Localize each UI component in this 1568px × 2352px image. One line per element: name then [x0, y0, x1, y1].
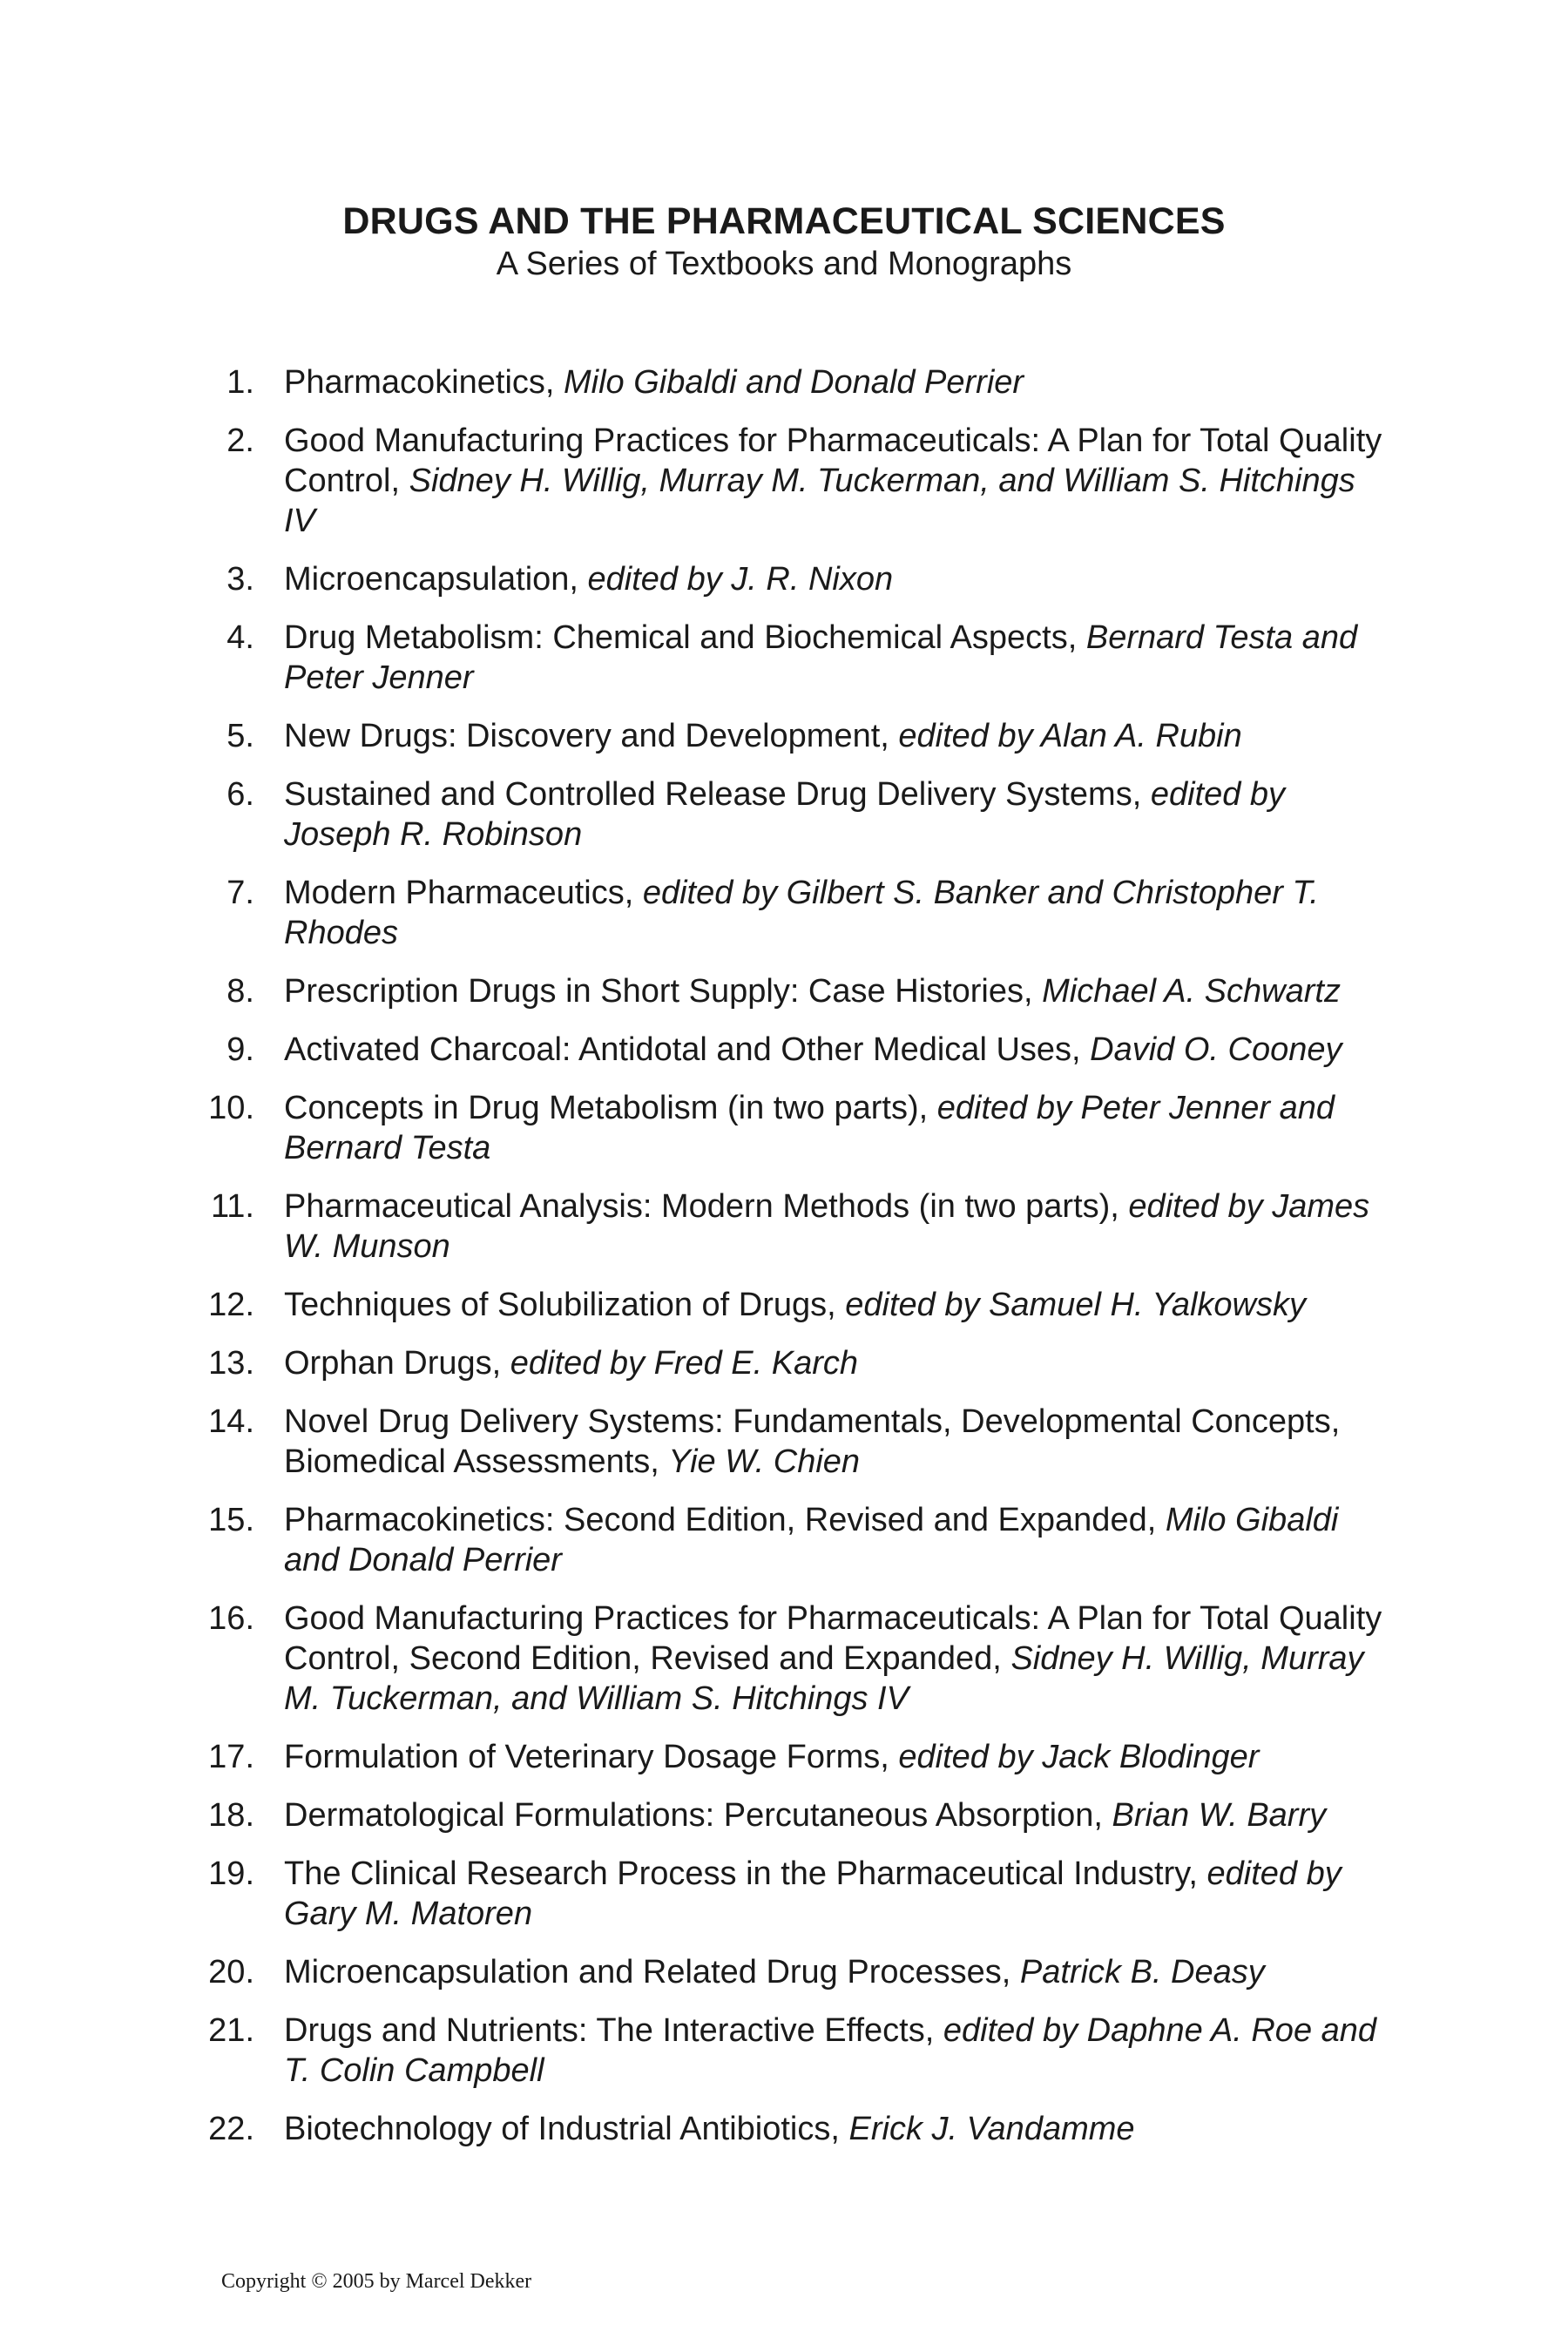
list-item: [0, 1854, 1390, 1934]
book-authors: edited by Fred E. Karch: [510, 1345, 859, 1382]
item-number: 14.: [208, 1403, 254, 1440]
book-authors: edited by Samuel H. Yalkowsky: [845, 1287, 1306, 1323]
item-text: [284, 774, 1390, 855]
item-text: [284, 1795, 1390, 1835]
list-item: [0, 1030, 1390, 1070]
item-number: 22.: [208, 2111, 254, 2147]
series-subtitle: A Series of Textbooks and Monographs: [496, 246, 1072, 282]
item-number: 8.: [226, 973, 254, 1010]
book-title: Sustained and Controlled Release Drug Delivery Systems,: [284, 776, 1151, 813]
item-number: 9.: [226, 1031, 254, 1068]
book-authors: Milo Gibaldi and Donald Perrier: [564, 364, 1024, 401]
book-title: Techniques of Solubilization of Drugs,: [284, 1287, 846, 1323]
book-authors: Yie W. Chien: [668, 1443, 861, 1480]
book-authors: edited by James W. Munson: [284, 1188, 1370, 1265]
book-title: Biotechnology of Industrial Antibiotics,: [284, 2111, 849, 2147]
list-item: [0, 1598, 1390, 1719]
book-title: Drugs and Nutrients: The Interactive Effects,: [284, 2012, 943, 2049]
list-item: [0, 559, 1390, 599]
item-text: [284, 1854, 1390, 1934]
item-text: [284, 1088, 1390, 1168]
item-number: 3.: [226, 561, 254, 598]
series-title: DRUGS AND THE PHARMACEUTICAL SCIENCES: [342, 200, 1226, 242]
list-item: [0, 421, 1390, 541]
book-authors: edited by Gilbert S. Banker and Christopher T. Rhodes: [284, 875, 1319, 951]
book-title: Drug Metabolism: Chemical and Biochemical Aspects,: [284, 619, 1086, 656]
book-authors: Patrick B. Deasy: [1019, 1954, 1265, 1990]
book-authors: edited by Daphne A. Roe and T. Colin Campbell: [284, 2012, 1377, 2089]
item-number: 5.: [226, 718, 254, 754]
book-title: Modern Pharmaceutics,: [284, 875, 643, 911]
book-title: Good Manufacturing Practices for Pharmaceuticals: A Plan for Total Quality Control, Second Edition, Revised and Expanded,: [284, 1600, 1382, 1677]
item-number: 18.: [208, 1797, 254, 1834]
list-item: [0, 1500, 1390, 1580]
book-title: Pharmacokinetics,: [284, 364, 564, 401]
item-text: [284, 618, 1390, 698]
item-number: 6.: [226, 776, 254, 813]
item-number: 17.: [208, 1739, 254, 1775]
item-text: [284, 1285, 1390, 1325]
item-text: [284, 716, 1390, 756]
book-authors: edited by Alan A. Rubin: [898, 718, 1242, 754]
item-text: [284, 1598, 1390, 1719]
list-item: [0, 1343, 1390, 1383]
book-title: Good Manufacturing Practices for Pharmaceuticals: A Plan for Total Quality Control,: [284, 422, 1382, 499]
book-title: Formulation of Veterinary Dosage Forms,: [284, 1739, 899, 1775]
item-number: 16.: [208, 1600, 254, 1637]
list-item: [0, 1737, 1390, 1777]
list-item: [0, 1952, 1390, 1992]
book-authors: Milo Gibaldi and Donald Perrier: [284, 1502, 1339, 1578]
book-authors: Sidney H. Willig, Murray M. Tuckerman, and William S. Hitchings IV: [284, 1640, 1364, 1717]
list-item: [0, 716, 1390, 756]
item-text: [284, 1737, 1390, 1777]
item-text: [284, 873, 1390, 953]
item-number: 2.: [226, 422, 254, 459]
book-authors: edited by Gary M. Matoren: [284, 1855, 1342, 1932]
list-item: [0, 1402, 1390, 1482]
book-authors: edited by Peter Jenner and Bernard Testa: [284, 1090, 1335, 1166]
item-text: [284, 1952, 1390, 1992]
list-item: [0, 1285, 1390, 1325]
item-text: [284, 1343, 1390, 1383]
book-authors: Bernard Testa and Peter Jenner: [284, 619, 1358, 696]
book-authors: David O. Cooney: [1090, 1031, 1342, 1068]
book-title: New Drugs: Discovery and Development,: [284, 718, 899, 754]
item-number: 10.: [208, 1090, 254, 1126]
item-text: [284, 2011, 1390, 2091]
list-item: [0, 873, 1390, 953]
item-text: [284, 362, 1390, 402]
item-number: 13.: [208, 1345, 254, 1382]
book-title: Pharmacokinetics: Second Edition, Revised and Expanded,: [284, 1502, 1166, 1538]
item-text: [284, 559, 1390, 599]
item-text: [284, 421, 1390, 541]
list-item: [0, 1795, 1390, 1835]
list-item: [0, 774, 1390, 855]
book-authors: edited by Joseph R. Robinson: [284, 776, 1286, 853]
item-number: 12.: [208, 1287, 254, 1323]
list-item: [0, 1088, 1390, 1168]
list-item: [0, 2109, 1390, 2149]
copyright-notice: Copyright © 2005 by Marcel Dekker: [221, 2270, 532, 2293]
book-authors: Brian W. Barry: [1112, 1797, 1327, 1834]
book-title: The Clinical Research Process in the Pharmaceutical Industry,: [284, 1855, 1207, 1892]
item-text: [284, 1402, 1390, 1482]
book-list: [0, 362, 1568, 2167]
book-title: Prescription Drugs in Short Supply: Case Histories,: [284, 973, 1043, 1010]
item-text: [284, 971, 1390, 1011]
item-number: 19.: [208, 1855, 254, 1892]
book-title: Concepts in Drug Metabolism (in two parts),: [284, 1090, 937, 1126]
item-number: 11.: [210, 1188, 254, 1225]
item-text: [284, 1186, 1390, 1267]
book-title: Orphan Drugs,: [284, 1345, 510, 1382]
item-number: 15.: [208, 1502, 254, 1538]
book-authors: Michael A. Schwartz: [1042, 973, 1341, 1010]
item-number: 4.: [226, 619, 254, 656]
book-authors: Sidney H. Willig, Murray M. Tuckerman, and William S. Hitchings IV: [284, 463, 1355, 539]
book-authors: edited by J. R. Nixon: [587, 561, 894, 598]
item-number: 7.: [226, 875, 254, 911]
item-text: [284, 2109, 1390, 2149]
list-item: [0, 971, 1390, 1011]
list-item: [0, 362, 1390, 402]
item-number: 20.: [208, 1954, 254, 1990]
list-item: [0, 2011, 1390, 2091]
item-text: [284, 1030, 1390, 1070]
book-title: Novel Drug Delivery Systems: Fundamentals, Developmental Concepts, Biomedical Assessments,: [284, 1403, 1341, 1480]
book-title: Dermatological Formulations: Percutaneous Absorption,: [284, 1797, 1112, 1834]
book-title: Microencapsulation,: [284, 561, 588, 598]
list-item: [0, 1186, 1390, 1267]
book-title: Pharmaceutical Analysis: Modern Methods (in two parts),: [284, 1188, 1129, 1225]
item-number: 21.: [208, 2012, 254, 2049]
series-header: [0, 199, 1568, 284]
book-title: Activated Charcoal: Antidotal and Other Medical Uses,: [284, 1031, 1091, 1068]
list-item: [0, 618, 1390, 698]
book-authors: Erick J. Vandamme: [848, 2111, 1135, 2147]
book-authors: edited by Jack Blodinger: [898, 1739, 1260, 1775]
item-text: [284, 1500, 1390, 1580]
book-title: Microencapsulation and Related Drug Processes,: [284, 1954, 1020, 1990]
item-number: 1.: [226, 364, 254, 401]
